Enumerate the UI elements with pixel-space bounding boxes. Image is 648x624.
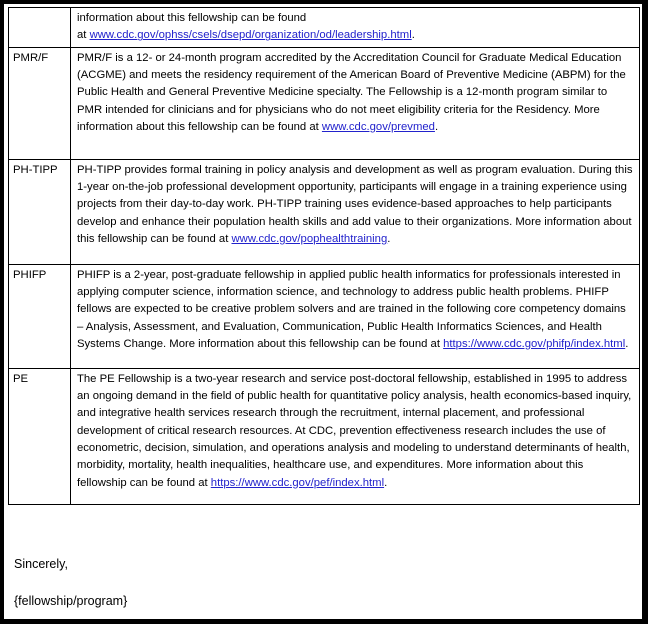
- description-text: PMR/F is a 12- or 24-month program accredited by the Accreditation Council for Graduate Medical Education (ACGME) and meets the residency requirement of the American Board of Preventive Medicine (ABPM) for the Public Health and General Preventive Medicine specialty. The Fellowship is a 12-month program similar to PMR intended for clinicians and for physicians who do not meet eligibility criteria for the Residency. More information about this fellowship can be found at: [77, 51, 626, 134]
- description-text: The PE Fellowship is a two-year research and service post-doctoral fellowship, established in 1995 to address an ongoing demand in the field of public health for quantitative policy analysis, health economics-based inquiry, and integrative health services research through the recruitment, internal placement, and professional development of critical research resources. At CDC, prevention effectiveness research includes the use of econometric, decision, simulation, and operations analysis and modeling to understand determinants of health, morbidity, mortality, health inequalities, healthcare use, and expenditures. More information about this fellowship can be found at: [77, 372, 632, 489]
- fellowship-desc-cell: [71, 264, 640, 368]
- table-row: [9, 8, 640, 48]
- description-text: .: [625, 338, 629, 351]
- fellowship-abbr-cell: PHIFP: [9, 264, 71, 368]
- description-text: .: [384, 476, 388, 489]
- table-row: [9, 264, 640, 368]
- fellowship-link[interactable]: www.cdc.gov/ophss/csels/dsepd/organization/od/leadership.html: [89, 29, 412, 42]
- fellowship-desc-cell: [71, 159, 640, 264]
- table-row: [9, 368, 640, 504]
- description-text: .: [434, 121, 439, 134]
- fellowship-desc-cell: [71, 8, 640, 48]
- fellowship-abbr-cell: PH-TIPP: [9, 159, 71, 264]
- table-row: [9, 47, 640, 159]
- table-row: [9, 159, 640, 264]
- description-text: at: [77, 29, 90, 42]
- signature-placeholder: {fellowship/program}: [14, 593, 128, 608]
- description-text: PH-TIPP provides formal training in policy analysis and development as well as program evaluation. During this 1-year on-the-job professional development opportunity, participants will engage in a training experience using projects from their day-to-day work. PH-TIPP training uses evidence-based approaches to help participants develop and enhance their population health skills and add value to their organizations. More information about this fellowship can be found at: [77, 163, 633, 246]
- fellowship-table-body: [9, 8, 640, 505]
- fellowship-abbr-cell: PE: [9, 368, 71, 504]
- fellowship-link[interactable]: www.cdc.gov/prevmed: [321, 121, 435, 134]
- fellowship-desc-cell: [71, 368, 640, 504]
- fellowship-link[interactable]: https://www.cdc.gov/pef/index.html: [210, 476, 385, 489]
- fellowship-abbr-cell: [9, 8, 71, 48]
- fellowship-link[interactable]: www.cdc.gov/pophealthtraining: [231, 233, 388, 246]
- description-text: PHIFP is a 2-year, post-graduate fellowship in applied public health informatics for professionals interested in applying computer science, information science, and technology to address public health problems. PHIFP fellows are expected to be creative problem solvers and are trained in the following core competency domains – Analysis, Assessment, and Evaluation, Communication, Public Health Informatics Sciences, and Health Systems Change. More information about this fellowship can be found at: [77, 268, 626, 351]
- description-text: .: [411, 29, 415, 42]
- fellowship-desc-cell: [71, 47, 640, 159]
- description-text: .: [387, 233, 391, 246]
- description-text: information about this fellowship can be found: [77, 12, 307, 24]
- fellowship-link[interactable]: https://www.cdc.gov/phifp/index.html: [443, 338, 626, 351]
- fellowship-table: [8, 7, 640, 505]
- closing-salutation: Sincerely,: [14, 556, 68, 571]
- fellowship-abbr-cell: PMR/F: [9, 47, 71, 159]
- document-page: [4, 4, 642, 609]
